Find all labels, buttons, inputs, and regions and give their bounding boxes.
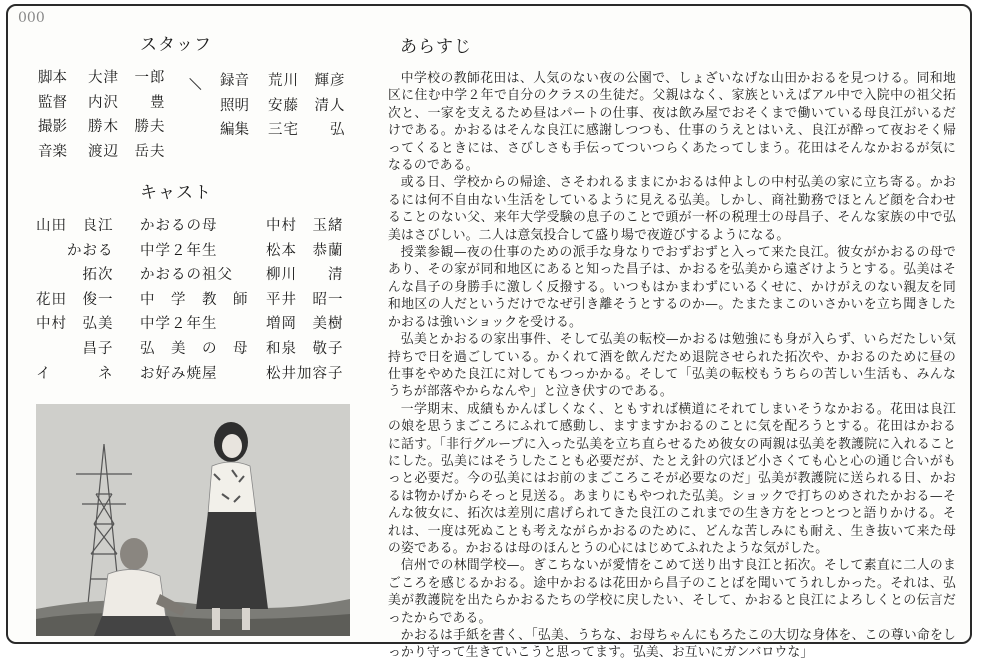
staff-name: 渡辺 岳夫 [88,143,166,160]
staff-list-right [220,69,368,143]
cast-row [36,214,356,239]
cast-actor: 松本 恭蘭 [266,242,344,259]
staff-row [38,66,174,91]
staff-name: 内沢 豊 [88,94,166,111]
cast-actor: 平井 昭一 [266,291,344,308]
cast-row [36,362,356,387]
staff-role: 編集 [220,122,249,138]
staff-name: 大津 一郎 [88,70,166,86]
cast-actor: 和泉 敬子 [266,340,344,357]
staff-name: 勝木 勝夫 [88,119,166,135]
film-still-illustration [36,404,350,636]
staff-role: 脚本 [38,70,67,86]
staff-row [38,115,174,140]
staff-row [220,94,368,119]
cast-character: 昌子 [36,340,114,357]
cast-row [36,337,356,362]
cast-role: かおるの母 [140,218,218,234]
cast-row [36,263,356,288]
staff-role: 撮影 [38,119,67,135]
cast-row [36,239,356,264]
film-still-photo [36,404,350,636]
margin-mark: 000 [18,10,45,26]
divider-mark [178,78,201,101]
staff-list-left [38,66,174,164]
synopsis-paragraph: 授業参観—夜の仕事のための派手な身なりでおずおずと入って来た良江。彼女がかおるの母であり、その家が同和地区にあると知った昌子は、かおるを弘美から遠ざけようとする。弘美はそんな昌子の身勝手に激しく反撥する。いつもはかまわずにいるくせに、かけがえのない親友を同和地区の人だというだけでなぜ引き離そうとするのか—。たまたまこのいさかいを立ち聞きしたかおるは強いショックを受ける。 [388,245,956,330]
cast-character: 山田 良江 [36,218,114,234]
staff-row [220,69,368,94]
staff-name: 安藤 清人 [268,97,346,114]
cast-role: かおるの祖父 [140,267,233,284]
cast-role: 中学２年生 [140,242,218,259]
program-page [6,4,972,661]
staff-role: 照明 [220,97,249,114]
synopsis-heading: あらすじ [400,37,472,57]
cast-actor: 松井加容子 [266,365,344,382]
synopsis-paragraph: かおるは手紙を書く、「弘美、うちな、お母ちゃんにもろたこの大切な身体を、この尊い命をしっかり守って生きていこうと思ってます。弘美、お互いにガンバロウな」 [388,628,956,661]
synopsis-paragraph: 一学期末、成績もかんばしくなく、ともすれば横道にそれてしまいそうなかおる。花田は良江の娘を思うまごころにふれて感動し、ますますかおるのことに気を配ろうとする。花田はかおるに話す。「非行グループに入った弘美を立ち直らせるため彼女の両親は弘美を教護院に入れることにした。弘美にはそうしたことも必要だが、たとえ針の穴ほど小さくても心と心の通じ合いがもっと必要だ。今の弘美にはお前のまごころこそが必要なのだ」弘美が教護院に送られる日、かおるは物かげからそっと見送る。あまりにもやつれた弘美。ショックで打ちのめされたかおる—そんな彼女に、拓次は差別に虐げられてきた良江のこれまでの生き方をとつとつと語りかける。それは、一度は死ぬことも考えながらかおるのために、どんな苦しみにも耐え、生き抜いて来た母の姿である。かおるは母のほんとうの心にはじめてふれたような気がした。 [388,401,956,556]
synopsis-paragraph: 弘美とかおるの家出事件、そして弘美の転校—かおるは勉強にも身が入らず、いらだたしい気持ちで日を過ごしている。かくれて酒を飲んだため退院させられた拓次や、かおるのために昼の仕事をやめた良江に対してもつっかかる。そして「弘美の転校もうちらの苦しい生活も、みんなうちが部落やからなんや」と泣き伏すのである。 [388,332,956,400]
synopsis-paragraph: 信州での林間学校—。ぎこちないが愛情をこめて送り出す良江と拓次。そして素直に二人のまごころを感じるかおる。途中かおるは花田から昌子のことばを聞いてうれしかった。それは、弘美が教護院を出たらかおるたちの学校に戻したい、そして、かおると良江によろしくとの伝言だったからである。 [388,558,956,626]
cast-list [36,214,356,386]
staff-heading: スタッフ [140,35,212,55]
cast-heading: キャスト [140,183,212,203]
staff-role: 監督 [38,94,67,111]
cast-character: かおる [36,242,114,259]
staff-name: 三宅 弘 [268,122,346,138]
cast-character: 中村 弘美 [36,316,114,333]
cast-role: 中 学 教 師 [140,291,249,308]
cast-character: イ ネ [36,365,114,382]
cast-actor: 柳川 清 [266,267,344,284]
synopsis-paragraph: 中学校の教師花田は、人気のない夜の公園で、しょざいなげな山田かおるを見つける。同和地区に住む中学２年で自分のクラスの生徒だ。父親はなく、家族といえばアル中で入院中の祖父拓次と、一家を支えるため昼はパートの仕事、夜は飲み屋でおそくまで働いている母良江がいるだけである。かおるはそんな良江に感謝しつつも、仕事のうえとはいえ、良江が酔って夜おそく帰ってくるときには、さびしさも手伝ってついつらくあたってしまう。花田はそんなかおるが気になるのである。 [388,71,956,174]
cast-actor: 増岡 美樹 [266,316,344,333]
cast-character: 拓次 [36,267,114,284]
cast-character: 花田 俊一 [36,291,114,308]
cast-role: お好み焼屋 [140,365,218,382]
cast-role: 弘 美 の 母 [140,340,249,357]
cast-actor: 中村 玉緒 [266,218,344,234]
staff-row [220,118,368,143]
staff-row [38,91,174,116]
cast-row [36,288,356,313]
staff-name: 荒川 輝彦 [268,73,346,89]
staff-role: 録音 [220,73,249,89]
staff-role: 音楽 [38,143,67,160]
cast-role: 中学２年生 [140,316,218,333]
synopsis-paragraph: 或る日、学校からの帰途、さそわれるままにかおるは仲よしの中村弘美の家に立ち寄る。かおるには何不自由ない生活をしているように見える弘美。しかし、商社勤務でほとんど顔を合わせることのない父、来年大学受験の息子のことで頭が一杯の税理士の母昌子、そんな家族の中で弘美はさびしい。二人は意気投合して盛り場で夜遊びするようになる。 [388,175,956,243]
synopsis-text [388,70,956,662]
cast-row [36,312,356,337]
staff-row [38,140,174,165]
